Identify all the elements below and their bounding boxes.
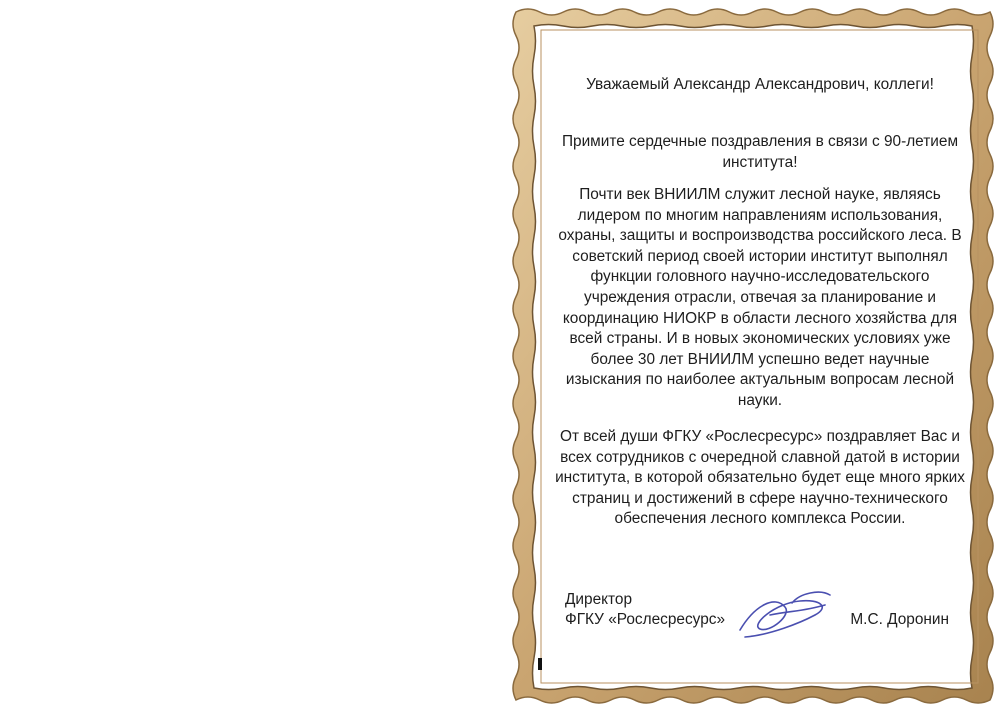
signatory-organization: ФГКУ «Рослесресурс»	[565, 611, 726, 628]
greeting-line: Уважаемый Александр Александрович, коллеги!	[586, 76, 934, 93]
congratulation-paragraph: Примите сердечные поздравления в связи с 90-летием института!	[561, 133, 959, 171]
signatory-block	[565, 590, 745, 630]
signatory-position: Директор	[565, 591, 633, 608]
handwritten-signature	[730, 585, 840, 650]
signatory-name: М.С. Доронин	[850, 611, 949, 628]
body-paragraph-1: Почти век ВНИИЛМ служит лесной науке, являясь лидером по многим направлениям использования, охраны, защиты и воспроизводства российского леса. В советский период своей истории институт выполнял функции головного научно-исследовательского учреждения отрасли, отвечая за планирование и координацию НИОКР в области лесного хозяйства для всей страны. И в новых экономических условиях уже более 30 лет ВНИИЛМ успешно ведет научные изыскания по наиболее актуальным вопросам лесной науки.	[558, 186, 962, 409]
letter-body	[555, 45, 965, 665]
body-paragraph-2: От всей души ФГКУ «Рослесресурс» поздравляет Вас и всех сотрудников с очередной славной датой в истории института, в которой обязательно будет еще много ярких страниц и достижений в сфере научно-технического обеспечения лесного комплекса России.	[555, 428, 965, 528]
page-corner-mark	[538, 658, 542, 670]
